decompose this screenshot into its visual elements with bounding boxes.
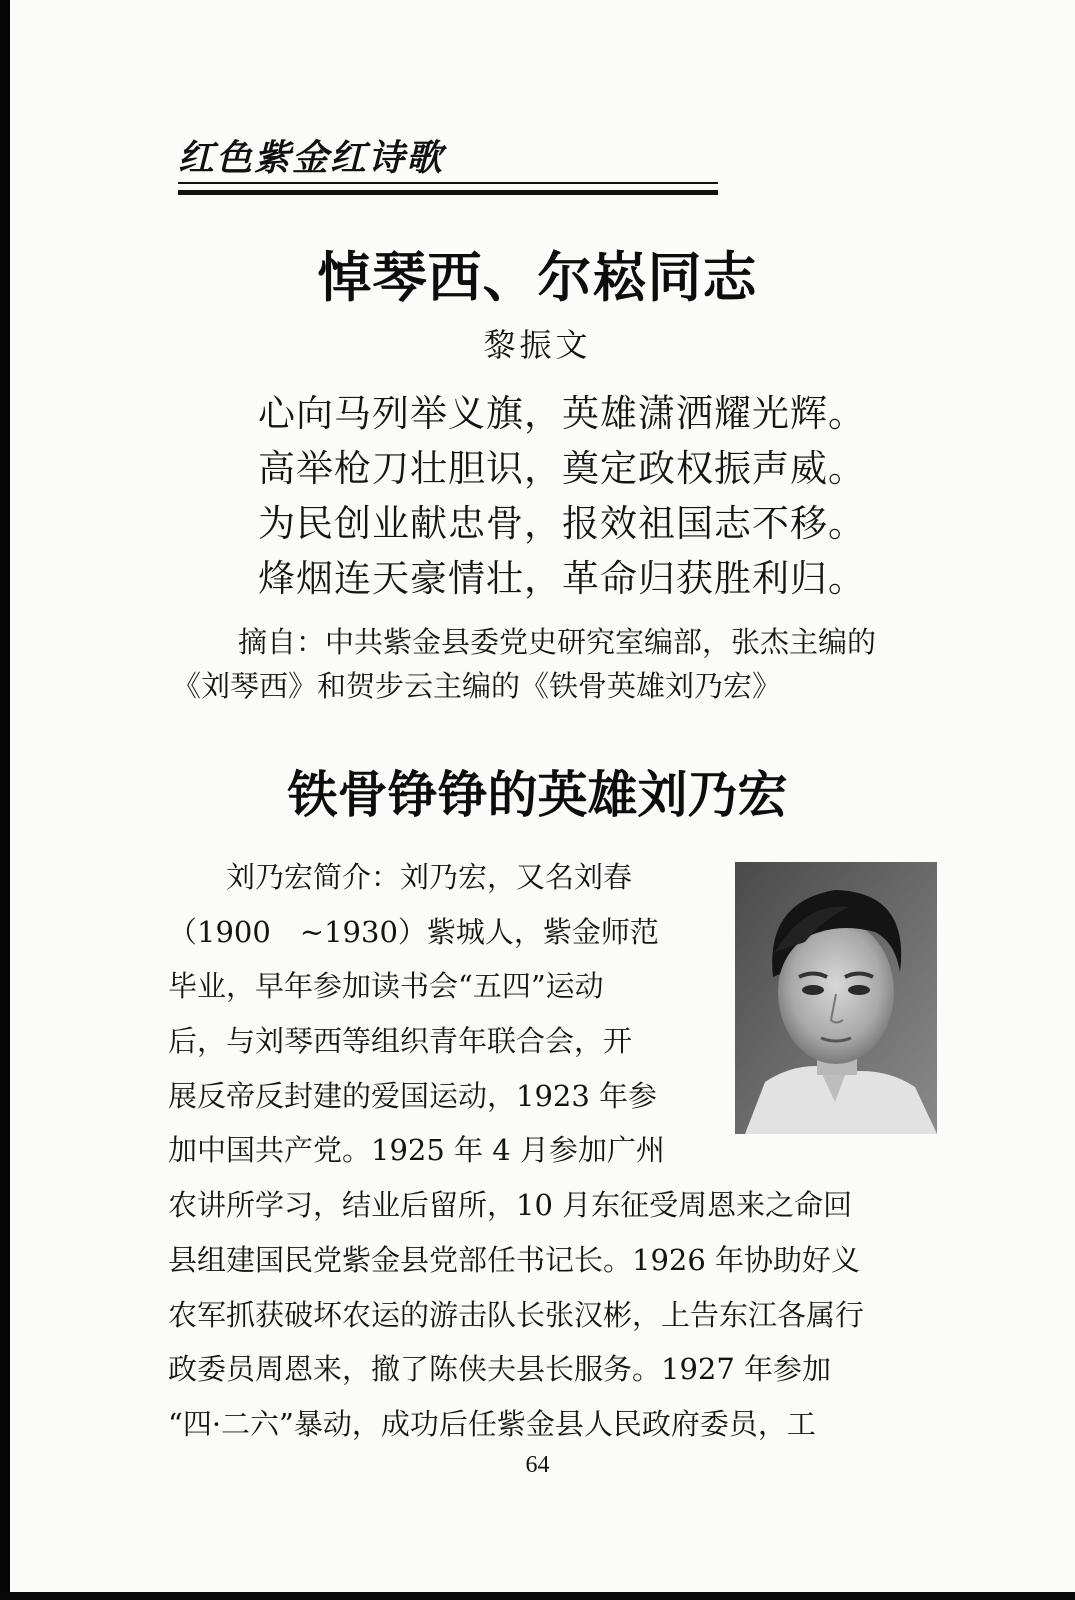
source-line-2: 《刘琴西》和贺步云主编的《铁骨英雄刘乃宏》 [172, 669, 782, 703]
article-title: 铁骨铮铮的英雄刘乃宏 [287, 765, 788, 824]
article-line: 农讲所学习，结业后留所，10 月东征受周恩来之命回 [168, 1188, 853, 1223]
poem-author: 黎振文 [483, 326, 592, 364]
poem-line: 高举枪刀壮胆识，奠定政权振声威。 [258, 447, 866, 490]
article-line: （1900 ~1930）紫城人，紫金师范 [168, 914, 659, 949]
poem-title: 悼琴西、尔崧同志 [317, 245, 758, 309]
article-line: 农军抓获破坏农运的游击队长张汉彬，上告东江各属行 [168, 1297, 865, 1332]
running-header-title: 红色紫金红诗歌 [178, 137, 445, 179]
source-line-1: 摘自：中共紫金县委党史研究室编部，张杰主编的 [238, 625, 877, 659]
article-line: 县组建国民党紫金县党部任书记长。1926 年协助好义 [168, 1242, 861, 1277]
article-line: 刘乃宏简介：刘乃宏，又名刘春 [168, 860, 633, 894]
article-line: 毕业，早年参加读书会“五四”运动 [168, 969, 604, 1004]
poem-line: 为民创业献忠骨，报效祖国志不移。 [258, 502, 866, 545]
source-citation [172, 620, 972, 708]
header-rule-thick [178, 190, 718, 195]
poem-line: 心向马列举义旗，英雄潇洒耀光辉。 [258, 392, 866, 435]
article-line: 后，与刘琴西等组织青年联合会，开 [168, 1024, 633, 1059]
header-rule-thin [178, 182, 718, 184]
article-line: 政委员周恩来，撤了陈侠夫县长服务。1927 年参加 [168, 1352, 832, 1387]
page-number: 64 [525, 1452, 550, 1478]
article-line: “四·二六”暴动，成功后任紫金县人民政府委员，工 [168, 1406, 816, 1441]
poem-body [258, 386, 878, 606]
article-body [168, 850, 968, 1452]
article-line: 展反帝反封建的爱国运动，1923 年参 [168, 1078, 658, 1113]
article-line: 加中国共产党。1925 年 4 月参加广州 [168, 1133, 665, 1168]
poem-line: 烽烟连天豪情壮，革命归获胜利归。 [258, 557, 866, 600]
scan-edge-bottom [0, 1592, 1075, 1600]
